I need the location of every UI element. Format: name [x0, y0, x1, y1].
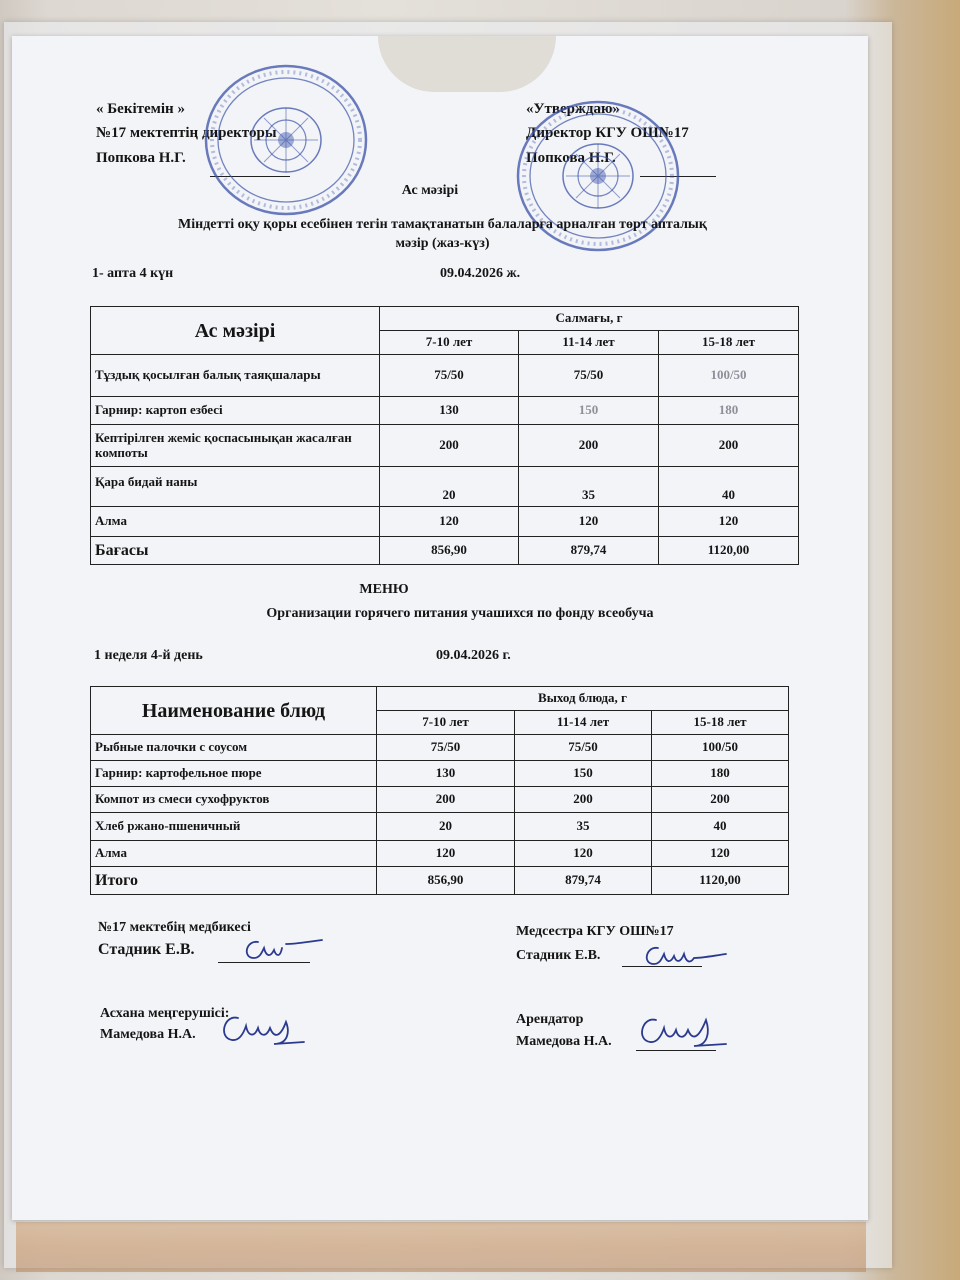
portion-value: 120 [380, 507, 519, 537]
portion-value: 150 [519, 397, 659, 425]
portion-value: 180 [659, 397, 799, 425]
approve-left-line1: « Бекітемін » [96, 101, 185, 117]
portion-value: 100/50 [659, 355, 799, 397]
portion-value: 120 [515, 841, 652, 867]
kz-menu-table [90, 306, 799, 565]
portion-value: 20 [377, 813, 515, 841]
table-row [91, 397, 799, 425]
total-price: 1120,00 [659, 537, 799, 565]
tenant-ru-name: Мамедова Н.А. [516, 1034, 612, 1049]
portion-value: 200 [519, 425, 659, 467]
portion-value: 120 [652, 841, 789, 867]
dish-name: Рыбные палочки с соусом [91, 735, 377, 761]
table-row [91, 761, 789, 787]
sleeve-notch [378, 36, 556, 92]
total-price: 1120,00 [652, 867, 789, 895]
portion-value: 100/50 [652, 735, 789, 761]
ru-menu-table [90, 686, 789, 895]
portion-value: 200 [659, 425, 799, 467]
kz-col-age-11-14: 11-14 лет [519, 331, 659, 355]
kz-weight-header: Салмағы, г [380, 307, 799, 331]
kz-menu-subtitle-2: мәзір (жаз-күз) [395, 236, 490, 251]
kz-menu-title: Ас мәзірі [401, 183, 459, 198]
approve-left-line2: №17 мектептің директоры [96, 125, 277, 141]
ru-yield-header: Выход блюда, г [377, 687, 789, 711]
ru-col-age-7-10: 7-10 лет [377, 711, 515, 735]
signature-canteen-kz [214, 1008, 306, 1050]
dish-name: Кептірілген жеміс қоспасынықан жасалған компоты [91, 425, 380, 467]
canteen-kz-role: Асхана меңгерушісі: [100, 1006, 230, 1021]
portion-value: 75/50 [519, 355, 659, 397]
portion-value: 200 [377, 787, 515, 813]
table-row [91, 507, 799, 537]
table-row [91, 425, 799, 467]
total-price: 856,90 [380, 537, 519, 565]
dish-name: Қара бидай наны [91, 467, 380, 507]
total-price: 856,90 [377, 867, 515, 895]
ru-date: 09.04.2026 г. [436, 648, 511, 663]
kz-date: 09.04.2026 ж. [440, 266, 521, 281]
signature-nurse-ru [636, 942, 730, 972]
table-row [91, 467, 799, 507]
ru-col-age-11-14: 11-14 лет [515, 711, 652, 735]
table-row [91, 787, 789, 813]
dish-name: Тұздық қосылған балық таяқшалары [91, 355, 380, 397]
kz-week-day: 1- апта 4 күн [92, 266, 174, 281]
kz-menu-subtitle-1: Міндетті оқу қоры есебінен тегін тамақтанатын балаларға арналған төрт апталық [178, 217, 707, 232]
approve-right-line3: Попкова Н.Г. [526, 150, 616, 166]
dish-name: Алма [91, 841, 377, 867]
ru-menu-subtitle: Организации горячего питания учашихся по фонду всеобуча [266, 606, 654, 621]
table-row [91, 813, 789, 841]
portion-value: 200 [515, 787, 652, 813]
portion-value: 20 [380, 467, 519, 507]
portion-value: 40 [652, 813, 789, 841]
portion-value: 40 [659, 467, 799, 507]
table-row [91, 355, 799, 397]
ru-col-age-15-18: 15-18 лет [652, 711, 789, 735]
background-strip [16, 1222, 866, 1272]
total-price: 879,74 [515, 867, 652, 895]
portion-value: 120 [519, 507, 659, 537]
portion-value: 75/50 [515, 735, 652, 761]
approve-left-line3: Попкова Н.Г. [96, 150, 186, 166]
dish-name: Гарнир: картоп езбесі [91, 397, 380, 425]
total-row [91, 537, 799, 565]
portion-value: 120 [377, 841, 515, 867]
nurse-kz-name: Стадник Е.В. [98, 941, 195, 958]
canteen-kz-name: Мамедова Н.А. [100, 1027, 196, 1042]
portion-value: 180 [652, 761, 789, 787]
dish-name: Хлеб ржано-пшеничный [91, 813, 377, 841]
portion-value: 130 [380, 397, 519, 425]
dish-name: Гарнир: картофельное пюре [91, 761, 377, 787]
ru-week-day: 1 неделя 4-й день [94, 648, 203, 663]
approve-right-line1: «Утверждаю» [526, 101, 620, 117]
kz-col-dish-header: Ас мәзірі [91, 307, 380, 355]
nurse-ru-role: Медсестра КГУ ОШ№17 [516, 924, 674, 939]
total-price: 879,74 [519, 537, 659, 565]
portion-value: 120 [659, 507, 799, 537]
table-row [91, 841, 789, 867]
total-label: Итого [91, 867, 377, 895]
kz-col-age-15-18: 15-18 лет [659, 331, 799, 355]
portion-value: 200 [652, 787, 789, 813]
portion-value: 130 [377, 761, 515, 787]
nurse-ru-name: Стадник Е.В. [516, 948, 601, 963]
approve-right-line2: Директор КГУ ОШ№17 [526, 125, 689, 141]
portion-value: 75/50 [380, 355, 519, 397]
total-row [91, 867, 789, 895]
portion-value: 35 [515, 813, 652, 841]
portion-value: 150 [515, 761, 652, 787]
dish-name: Компот из смеси сухофруктов [91, 787, 377, 813]
nurse-kz-role: №17 мектебің медбикесі [98, 920, 251, 935]
total-label: Бағасы [91, 537, 380, 565]
signature-tenant-ru [630, 1010, 730, 1052]
portion-value: 75/50 [377, 735, 515, 761]
tenant-ru-role: Арендатор [516, 1012, 584, 1027]
table-row [91, 735, 789, 761]
dish-name: Алма [91, 507, 380, 537]
ru-menu-title: МЕНЮ [359, 582, 409, 597]
portion-value: 200 [380, 425, 519, 467]
portion-value: 35 [519, 467, 659, 507]
kz-col-age-7-10: 7-10 лет [380, 331, 519, 355]
ru-col-dish-header: Наименование блюд [91, 687, 377, 735]
signature-nurse-kz [236, 934, 332, 968]
